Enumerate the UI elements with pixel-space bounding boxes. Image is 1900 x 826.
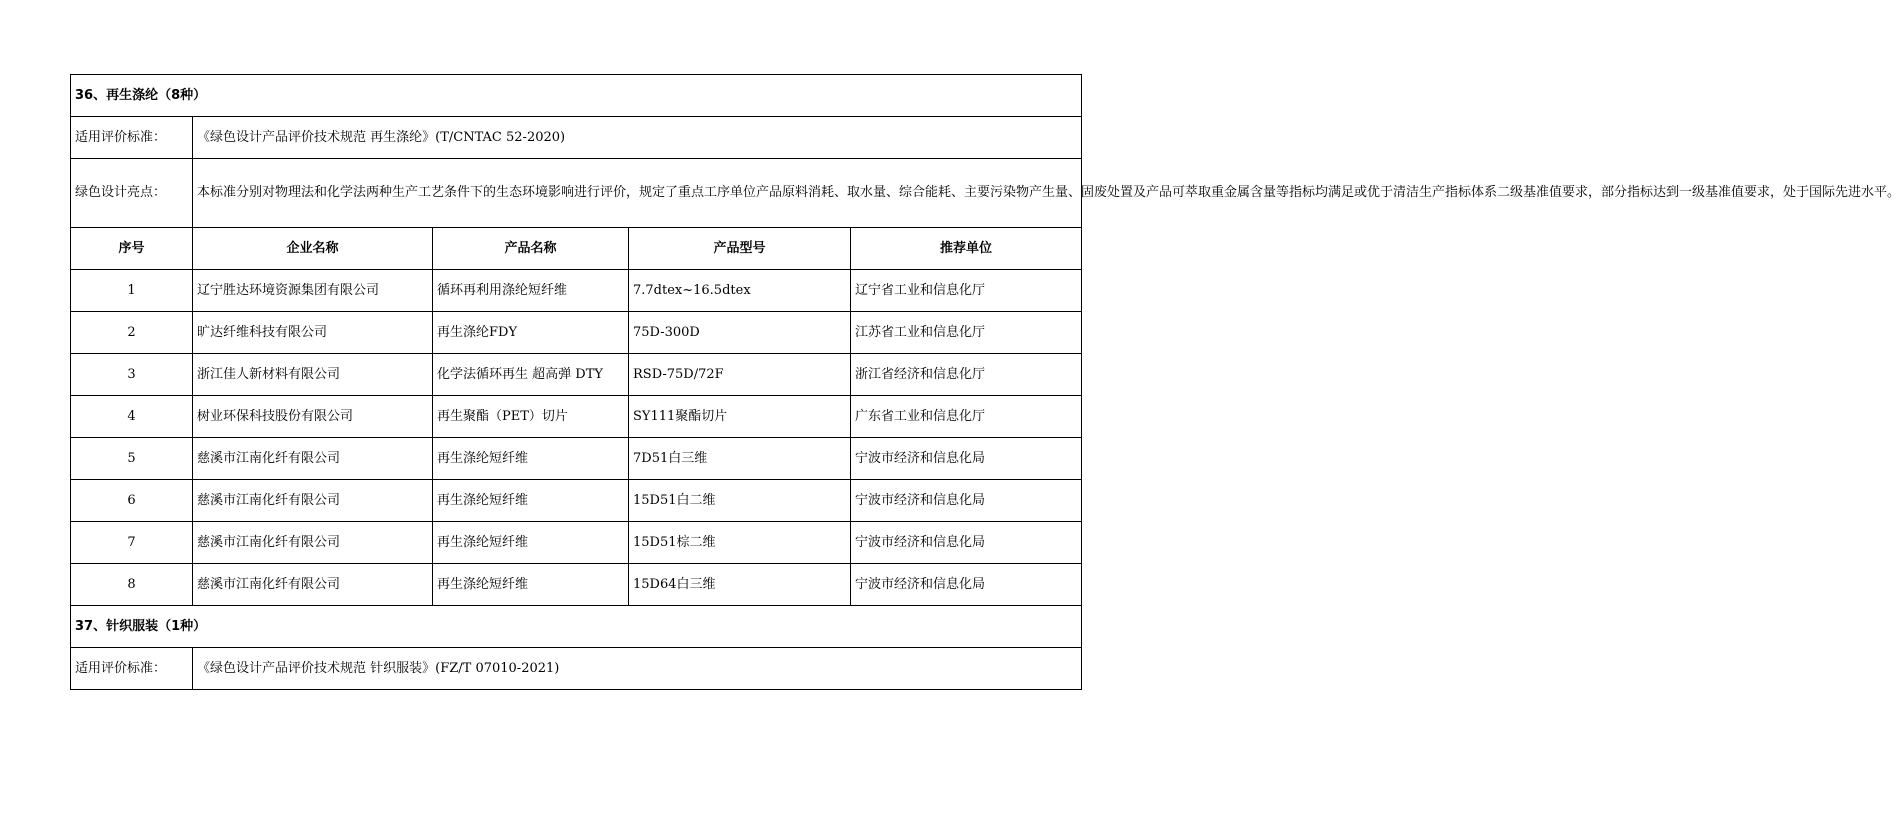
row-product: 再生涤纶FDY (433, 312, 629, 354)
header-no: 序号 (71, 228, 193, 270)
table-row (71, 480, 1082, 522)
row-model: 7D51白三维 (629, 438, 851, 480)
row-company: 慈溪市江南化纤有限公司 (193, 438, 433, 480)
table-row (71, 312, 1082, 354)
row-no: 3 (71, 354, 193, 396)
row-no: 1 (71, 270, 193, 312)
row-recommender: 辽宁省工业和信息化厅 (851, 270, 1082, 312)
table-row (71, 354, 1082, 396)
header-company: 企业名称 (193, 228, 433, 270)
row-recommender: 宁波市经济和信息化局 (851, 564, 1082, 606)
row-model: 15D51棕二维 (629, 522, 851, 564)
section-36-highlight-row (71, 159, 1082, 228)
table-row (71, 270, 1082, 312)
header-product: 产品名称 (433, 228, 629, 270)
section-37-title: 37、针织服装（1种） (71, 606, 1082, 648)
row-no: 7 (71, 522, 193, 564)
row-company: 树业环保科技股份有限公司 (193, 396, 433, 438)
section-36-title: 36、再生涤纶（8种） (71, 75, 1082, 117)
table-row (71, 564, 1082, 606)
row-no: 6 (71, 480, 193, 522)
green-product-table (70, 74, 1900, 690)
row-product: 再生涤纶短纤维 (433, 438, 629, 480)
row-company: 慈溪市江南化纤有限公司 (193, 522, 433, 564)
row-company: 慈溪市江南化纤有限公司 (193, 564, 433, 606)
header-model: 产品型号 (629, 228, 851, 270)
row-model: SY111聚酯切片 (629, 396, 851, 438)
standard-label: 适用评价标准： (71, 648, 193, 690)
table-header-row (71, 228, 1082, 270)
section-37-standard-row (71, 648, 1082, 690)
row-company: 慈溪市江南化纤有限公司 (193, 480, 433, 522)
row-recommender: 江苏省工业和信息化厅 (851, 312, 1082, 354)
section-36-standard-row (71, 117, 1082, 159)
row-recommender: 宁波市经济和信息化局 (851, 522, 1082, 564)
row-recommender: 浙江省经济和信息化厅 (851, 354, 1082, 396)
highlight-value: 本标准分别对物理法和化学法两种生产工艺条件下的生态环境影响进行评价，规定了重点工序单位产品原料消耗、取水量、综合能耗、主要污染物产生量、固废处置及产品可萃取重金属含量等指标均满足或优于清洁生产指标体系二级基准值要求，部分指标达到一级基准值要求，处于国际先进水平。 (193, 159, 1082, 228)
row-company: 辽宁胜达环境资源集团有限公司 (193, 270, 433, 312)
row-model: 75D-300D (629, 312, 851, 354)
standard-value: 《绿色设计产品评价技术规范 针织服装》(FZ/T 07010-2021) (193, 648, 1082, 690)
row-product: 再生涤纶短纤维 (433, 522, 629, 564)
row-product: 再生涤纶短纤维 (433, 480, 629, 522)
row-product: 再生聚酯（PET）切片 (433, 396, 629, 438)
row-model: RSD-75D/72F (629, 354, 851, 396)
row-product: 化学法循环再生 超高弹 DTY (433, 354, 629, 396)
row-recommender: 宁波市经济和信息化局 (851, 438, 1082, 480)
row-model: 7.7dtex~16.5dtex (629, 270, 851, 312)
row-company: 旷达纤维科技有限公司 (193, 312, 433, 354)
table-row (71, 396, 1082, 438)
row-model: 15D64白三维 (629, 564, 851, 606)
row-company: 浙江佳人新材料有限公司 (193, 354, 433, 396)
row-no: 5 (71, 438, 193, 480)
standard-label: 适用评价标准： (71, 117, 193, 159)
row-no: 2 (71, 312, 193, 354)
standard-value: 《绿色设计产品评价技术规范 再生涤纶》(T/CNTAC 52-2020) (193, 117, 1082, 159)
row-product: 循环再利用涤纶短纤维 (433, 270, 629, 312)
row-model: 15D51白二维 (629, 480, 851, 522)
row-no: 8 (71, 564, 193, 606)
section-37-title-row (71, 606, 1082, 648)
row-product: 再生涤纶短纤维 (433, 564, 629, 606)
row-no: 4 (71, 396, 193, 438)
table-row (71, 438, 1082, 480)
highlight-label: 绿色设计亮点： (71, 159, 193, 228)
section-36-title-row (71, 75, 1082, 117)
row-recommender: 广东省工业和信息化厅 (851, 396, 1082, 438)
header-recommender: 推荐单位 (851, 228, 1082, 270)
table-row (71, 522, 1082, 564)
row-recommender: 宁波市经济和信息化局 (851, 480, 1082, 522)
